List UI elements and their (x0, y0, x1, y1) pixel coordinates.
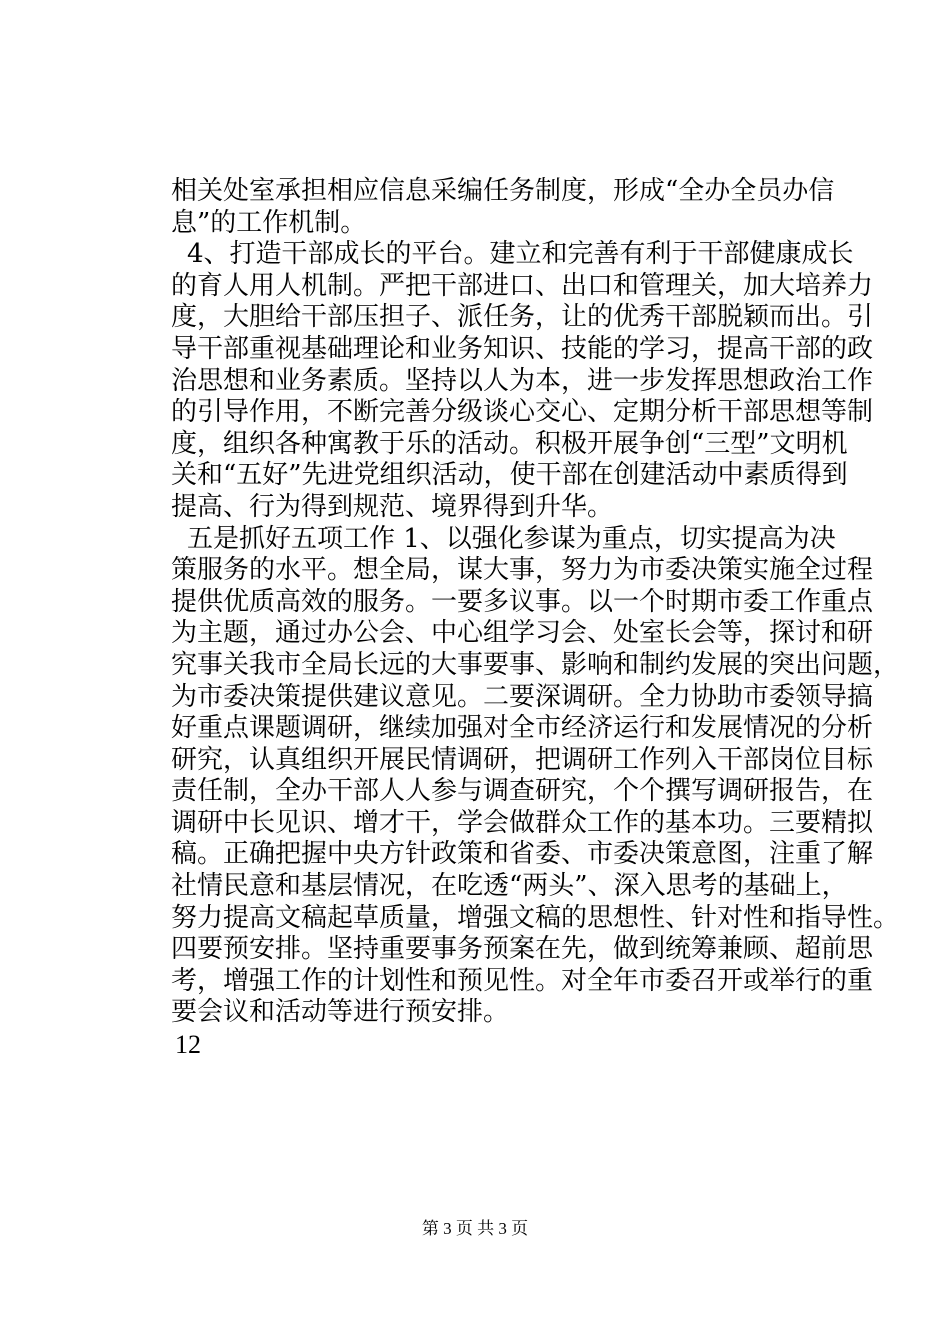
text-line: 导干部重视基础理论和业务知识、技能的学习，提高干部的政 (171, 333, 874, 364)
text-line: 的育人用人机制。严把干部进口、出口和管理关，加大培养力 (171, 270, 874, 301)
text-line: 四要预安排。坚持重要事务预案在先，做到统筹兼顾、超前思 (171, 934, 874, 965)
text-line: 策服务的水平。想全局，谋大事，努力为市委决策实施全过程 (171, 555, 874, 586)
page-footer: 第 3 页 共 3 页 (421, 1219, 529, 1238)
text-line: 责任制，全办干部人人参与调查研究，个个撰写调研报告，在 (171, 776, 874, 807)
text-line: 息”的工作机制。 (171, 207, 367, 238)
text-line: 关和“五好”先进党组织活动，使干部在创建活动中素质得到 (171, 460, 848, 491)
text-line: 要会议和活动等进行预安排。 (171, 997, 510, 1028)
text-line: 度，大胆给干部压担子、派任务，让的优秀干部脱颖而出。引 (171, 302, 874, 333)
text-line: 调研中长见识、增才干，学会做群众工作的基本功。三要精拟 (171, 807, 874, 838)
text-line: 提高、行为得到规范、境界得到升华。 (171, 491, 614, 522)
text-line: 治思想和业务素质。坚持以人为本，进一步发挥思想政治工作 (171, 365, 874, 396)
text-line: 4、打造干部成长的平台。建立和完善有利于干部健康成长 (187, 239, 854, 270)
text-line: 稿。正确把握中央方针政策和省委、市委决策意图，注重了解 (171, 839, 874, 870)
text-line: 为主题，通过办公会、中心组学习会、处室长会等，探讨和研 (171, 618, 874, 649)
text-line: 度，组织各种寓教于乐的活动。积极开展争创“三型”文明机 (171, 428, 848, 459)
text-line: 研究，认真组织开展民情调研，把调研工作列入干部岗位目标 (171, 744, 874, 775)
document-body (171, 176, 900, 1061)
text-line: 为市委决策提供建议意见。二要深调研。全力协助市委领导搞 (171, 681, 874, 712)
text-line: 好重点课题调研，继续加强对全市经济运行和发展情况的分析 (171, 713, 874, 744)
text-line: 社情民意和基层情况，在吃透“两头”、深入思考的基础上， (171, 871, 848, 902)
text-line: 考，增强工作的计划性和预见性。对全年市委召开或举行的重 (171, 965, 874, 996)
text-line: 五是抓好五项工作 1、以强化参谋为重点，切实提高为决 (187, 523, 836, 554)
text-line: 究事关我市全局长远的大事要事、影响和制约发展的突出问题， (171, 649, 900, 680)
inline-page-number: 12 (175, 1030, 201, 1060)
text-line: 的引导作用，不断完善分级谈心交心、定期分析干部思想等制 (171, 397, 874, 428)
text-line: 提供优质高效的服务。一要多议事。以一个时期市委工作重点 (171, 586, 874, 617)
text-line: 相关处室承担相应信息采编任务制度，形成“全办全员办信 (171, 176, 835, 206)
text-line: 努力提高文稿起草质量，增强文稿的思想性、针对性和指导性。 (171, 902, 900, 933)
